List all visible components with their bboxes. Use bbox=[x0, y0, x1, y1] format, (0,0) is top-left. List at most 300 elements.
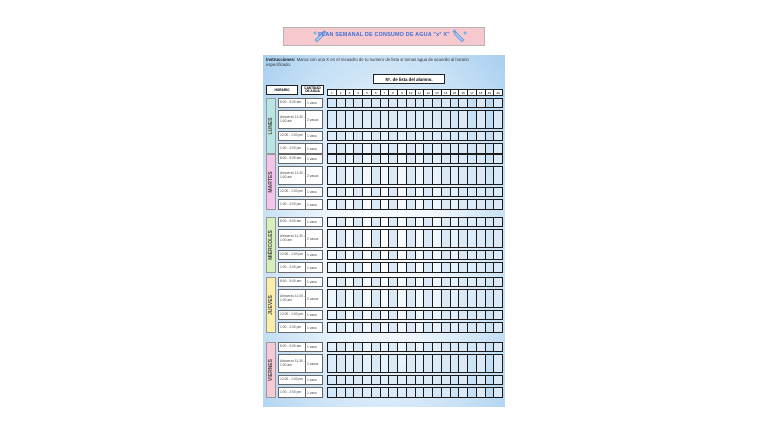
checkbox-cell[interactable] bbox=[354, 131, 363, 141]
checkbox-cell[interactable] bbox=[381, 289, 390, 308]
checkbox-cell[interactable] bbox=[372, 131, 381, 141]
checkbox-cell[interactable] bbox=[424, 375, 433, 385]
checkbox-cell[interactable] bbox=[486, 342, 495, 352]
checkbox-cell[interactable] bbox=[424, 166, 433, 185]
checkbox-cell[interactable] bbox=[346, 143, 355, 154]
checkbox-cell[interactable] bbox=[381, 217, 390, 227]
checkbox-cell[interactable] bbox=[416, 154, 425, 164]
checkbox-cell[interactable] bbox=[442, 387, 451, 398]
checkbox-cell[interactable] bbox=[354, 387, 363, 398]
checkbox-cell[interactable] bbox=[459, 154, 468, 164]
checkbox-cell[interactable] bbox=[389, 217, 398, 227]
checkbox-cell[interactable] bbox=[433, 187, 442, 197]
checkbox-cell[interactable] bbox=[346, 387, 355, 398]
checkbox-cell[interactable] bbox=[451, 342, 460, 352]
checkbox-cell[interactable] bbox=[424, 387, 433, 398]
checkbox-cell[interactable] bbox=[468, 110, 477, 129]
checkbox-cell[interactable] bbox=[407, 375, 416, 385]
checkbox-cell[interactable] bbox=[363, 322, 372, 333]
checkbox-cell[interactable] bbox=[327, 289, 337, 308]
checkbox-cell[interactable] bbox=[327, 354, 337, 373]
checkbox-cell[interactable] bbox=[416, 187, 425, 197]
checkbox-cell[interactable] bbox=[381, 199, 390, 210]
checkbox-cell[interactable] bbox=[416, 98, 425, 108]
checkbox-cell[interactable] bbox=[363, 342, 372, 352]
checkbox-cell[interactable] bbox=[451, 110, 460, 129]
checkbox-cell[interactable] bbox=[398, 187, 407, 197]
checkbox-cell[interactable] bbox=[346, 375, 355, 385]
checkbox-cell[interactable] bbox=[337, 277, 346, 287]
checkbox-cell[interactable] bbox=[468, 250, 477, 260]
checkbox-cell[interactable] bbox=[477, 387, 486, 398]
checkbox-cell[interactable] bbox=[424, 131, 433, 141]
checkbox-cell[interactable] bbox=[433, 143, 442, 154]
checkbox-cell[interactable] bbox=[477, 187, 486, 197]
checkbox-cell[interactable] bbox=[442, 277, 451, 287]
checkbox-cell[interactable] bbox=[468, 322, 477, 333]
checkbox-cell[interactable] bbox=[424, 229, 433, 248]
checkbox-cell[interactable] bbox=[372, 250, 381, 260]
checkbox-cell[interactable] bbox=[442, 289, 451, 308]
checkbox-cell[interactable] bbox=[459, 217, 468, 227]
checkbox-cell[interactable] bbox=[468, 199, 477, 210]
checkbox-cell[interactable] bbox=[459, 250, 468, 260]
checkbox-cell[interactable] bbox=[398, 131, 407, 141]
checkbox-cell[interactable] bbox=[442, 262, 451, 273]
checkbox-cell[interactable] bbox=[389, 154, 398, 164]
checkbox-cell[interactable] bbox=[486, 187, 495, 197]
checkbox-cell[interactable] bbox=[407, 262, 416, 273]
checkbox-cell[interactable] bbox=[416, 387, 425, 398]
checkbox-cell[interactable] bbox=[424, 262, 433, 273]
checkbox-cell[interactable] bbox=[398, 289, 407, 308]
checkbox-cell[interactable] bbox=[459, 98, 468, 108]
checkbox-cell[interactable] bbox=[354, 277, 363, 287]
checkbox-cell[interactable] bbox=[468, 387, 477, 398]
checkbox-cell[interactable] bbox=[381, 310, 390, 320]
checkbox-cell[interactable] bbox=[398, 154, 407, 164]
checkbox-cell[interactable] bbox=[433, 154, 442, 164]
checkbox-cell[interactable] bbox=[381, 110, 390, 129]
checkbox-cell[interactable] bbox=[468, 217, 477, 227]
checkbox-cell[interactable] bbox=[389, 229, 398, 248]
checkbox-cell[interactable] bbox=[424, 199, 433, 210]
checkbox-cell[interactable] bbox=[424, 277, 433, 287]
checkbox-cell[interactable] bbox=[442, 98, 451, 108]
checkbox-cell[interactable] bbox=[337, 217, 346, 227]
checkbox-cell[interactable] bbox=[327, 250, 337, 260]
checkbox-cell[interactable] bbox=[424, 342, 433, 352]
checkbox-cell[interactable] bbox=[398, 143, 407, 154]
checkbox-cell[interactable] bbox=[442, 354, 451, 373]
checkbox-cell[interactable] bbox=[398, 342, 407, 352]
checkbox-cell[interactable] bbox=[459, 375, 468, 385]
checkbox-cell[interactable] bbox=[346, 289, 355, 308]
checkbox-cell[interactable] bbox=[477, 354, 486, 373]
checkbox-cell[interactable] bbox=[433, 277, 442, 287]
checkbox-cell[interactable] bbox=[451, 375, 460, 385]
checkbox-cell[interactable] bbox=[433, 131, 442, 141]
checkbox-cell[interactable] bbox=[381, 322, 390, 333]
checkbox-cell[interactable] bbox=[494, 289, 503, 308]
checkbox-cell[interactable] bbox=[372, 262, 381, 273]
checkbox-cell[interactable] bbox=[451, 310, 460, 320]
checkbox-cell[interactable] bbox=[346, 342, 355, 352]
checkbox-cell[interactable] bbox=[433, 375, 442, 385]
checkbox-cell[interactable] bbox=[354, 187, 363, 197]
checkbox-cell[interactable] bbox=[372, 229, 381, 248]
checkbox-cell[interactable] bbox=[372, 143, 381, 154]
checkbox-cell[interactable] bbox=[389, 310, 398, 320]
checkbox-cell[interactable] bbox=[346, 310, 355, 320]
checkbox-cell[interactable] bbox=[477, 250, 486, 260]
checkbox-cell[interactable] bbox=[363, 110, 372, 129]
checkbox-cell[interactable] bbox=[398, 387, 407, 398]
checkbox-cell[interactable] bbox=[494, 277, 503, 287]
checkbox-cell[interactable] bbox=[389, 387, 398, 398]
checkbox-cell[interactable] bbox=[459, 387, 468, 398]
checkbox-cell[interactable] bbox=[416, 131, 425, 141]
checkbox-cell[interactable] bbox=[398, 110, 407, 129]
checkbox-cell[interactable] bbox=[416, 354, 425, 373]
checkbox-cell[interactable] bbox=[398, 199, 407, 210]
checkbox-cell[interactable] bbox=[486, 166, 495, 185]
checkbox-cell[interactable] bbox=[389, 110, 398, 129]
checkbox-cell[interactable] bbox=[494, 143, 503, 154]
checkbox-cell[interactable] bbox=[354, 342, 363, 352]
checkbox-cell[interactable] bbox=[459, 322, 468, 333]
checkbox-cell[interactable] bbox=[389, 131, 398, 141]
checkbox-cell[interactable] bbox=[494, 187, 503, 197]
checkbox-cell[interactable] bbox=[372, 154, 381, 164]
checkbox-cell[interactable] bbox=[327, 310, 337, 320]
checkbox-cell[interactable] bbox=[337, 262, 346, 273]
checkbox-cell[interactable] bbox=[477, 98, 486, 108]
checkbox-cell[interactable] bbox=[407, 229, 416, 248]
checkbox-cell[interactable] bbox=[327, 131, 337, 141]
checkbox-cell[interactable] bbox=[389, 375, 398, 385]
checkbox-cell[interactable] bbox=[327, 229, 337, 248]
checkbox-cell[interactable] bbox=[389, 322, 398, 333]
checkbox-cell[interactable] bbox=[477, 375, 486, 385]
checkbox-cell[interactable] bbox=[354, 217, 363, 227]
checkbox-cell[interactable] bbox=[433, 262, 442, 273]
checkbox-cell[interactable] bbox=[346, 154, 355, 164]
checkbox-cell[interactable] bbox=[459, 277, 468, 287]
checkbox-cell[interactable] bbox=[372, 354, 381, 373]
checkbox-cell[interactable] bbox=[494, 354, 503, 373]
checkbox-cell[interactable] bbox=[398, 166, 407, 185]
checkbox-cell[interactable] bbox=[346, 277, 355, 287]
checkbox-cell[interactable] bbox=[433, 98, 442, 108]
checkbox-cell[interactable] bbox=[407, 354, 416, 373]
checkbox-cell[interactable] bbox=[389, 277, 398, 287]
checkbox-cell[interactable] bbox=[337, 342, 346, 352]
checkbox-cell[interactable] bbox=[442, 143, 451, 154]
checkbox-cell[interactable] bbox=[354, 289, 363, 308]
checkbox-cell[interactable] bbox=[372, 310, 381, 320]
checkbox-cell[interactable] bbox=[327, 199, 337, 210]
checkbox-cell[interactable] bbox=[372, 187, 381, 197]
checkbox-cell[interactable] bbox=[363, 154, 372, 164]
checkbox-cell[interactable] bbox=[407, 387, 416, 398]
checkbox-cell[interactable] bbox=[398, 262, 407, 273]
checkbox-cell[interactable] bbox=[337, 98, 346, 108]
checkbox-cell[interactable] bbox=[416, 310, 425, 320]
checkbox-cell[interactable] bbox=[494, 375, 503, 385]
checkbox-cell[interactable] bbox=[486, 154, 495, 164]
checkbox-cell[interactable] bbox=[337, 199, 346, 210]
checkbox-cell[interactable] bbox=[477, 310, 486, 320]
checkbox-cell[interactable] bbox=[416, 110, 425, 129]
checkbox-cell[interactable] bbox=[337, 187, 346, 197]
checkbox-cell[interactable] bbox=[494, 387, 503, 398]
checkbox-cell[interactable] bbox=[363, 217, 372, 227]
checkbox-cell[interactable] bbox=[372, 277, 381, 287]
checkbox-cell[interactable] bbox=[416, 199, 425, 210]
checkbox-cell[interactable] bbox=[494, 250, 503, 260]
checkbox-cell[interactable] bbox=[372, 342, 381, 352]
checkbox-cell[interactable] bbox=[354, 262, 363, 273]
checkbox-cell[interactable] bbox=[416, 166, 425, 185]
checkbox-cell[interactable] bbox=[442, 250, 451, 260]
checkbox-cell[interactable] bbox=[468, 154, 477, 164]
checkbox-cell[interactable] bbox=[459, 143, 468, 154]
checkbox-cell[interactable] bbox=[459, 110, 468, 129]
checkbox-cell[interactable] bbox=[407, 250, 416, 260]
checkbox-cell[interactable] bbox=[486, 217, 495, 227]
checkbox-cell[interactable] bbox=[354, 250, 363, 260]
checkbox-cell[interactable] bbox=[346, 166, 355, 185]
checkbox-cell[interactable] bbox=[477, 229, 486, 248]
checkbox-cell[interactable] bbox=[451, 262, 460, 273]
checkbox-cell[interactable] bbox=[468, 98, 477, 108]
checkbox-cell[interactable] bbox=[363, 354, 372, 373]
checkbox-cell[interactable] bbox=[398, 250, 407, 260]
checkbox-cell[interactable] bbox=[381, 166, 390, 185]
checkbox-cell[interactable] bbox=[494, 166, 503, 185]
checkbox-cell[interactable] bbox=[486, 354, 495, 373]
checkbox-cell[interactable] bbox=[468, 187, 477, 197]
checkbox-cell[interactable] bbox=[346, 250, 355, 260]
checkbox-cell[interactable] bbox=[459, 131, 468, 141]
checkbox-cell[interactable] bbox=[477, 166, 486, 185]
checkbox-cell[interactable] bbox=[327, 110, 337, 129]
checkbox-cell[interactable] bbox=[327, 322, 337, 333]
checkbox-cell[interactable] bbox=[468, 289, 477, 308]
checkbox-cell[interactable] bbox=[337, 310, 346, 320]
checkbox-cell[interactable] bbox=[494, 217, 503, 227]
checkbox-cell[interactable] bbox=[398, 310, 407, 320]
checkbox-cell[interactable] bbox=[398, 322, 407, 333]
checkbox-cell[interactable] bbox=[451, 229, 460, 248]
checkbox-cell[interactable] bbox=[477, 322, 486, 333]
checkbox-cell[interactable] bbox=[372, 217, 381, 227]
checkbox-cell[interactable] bbox=[337, 166, 346, 185]
checkbox-cell[interactable] bbox=[363, 187, 372, 197]
checkbox-cell[interactable] bbox=[459, 289, 468, 308]
checkbox-cell[interactable] bbox=[494, 342, 503, 352]
checkbox-cell[interactable] bbox=[494, 322, 503, 333]
checkbox-cell[interactable] bbox=[442, 154, 451, 164]
checkbox-cell[interactable] bbox=[363, 199, 372, 210]
checkbox-cell[interactable] bbox=[372, 166, 381, 185]
checkbox-cell[interactable] bbox=[442, 187, 451, 197]
checkbox-cell[interactable] bbox=[477, 217, 486, 227]
checkbox-cell[interactable] bbox=[407, 342, 416, 352]
checkbox-cell[interactable] bbox=[372, 199, 381, 210]
checkbox-cell[interactable] bbox=[424, 354, 433, 373]
checkbox-cell[interactable] bbox=[363, 166, 372, 185]
checkbox-cell[interactable] bbox=[442, 375, 451, 385]
checkbox-cell[interactable] bbox=[451, 322, 460, 333]
checkbox-cell[interactable] bbox=[407, 187, 416, 197]
checkbox-cell[interactable] bbox=[389, 143, 398, 154]
checkbox-cell[interactable] bbox=[381, 98, 390, 108]
checkbox-cell[interactable] bbox=[327, 187, 337, 197]
checkbox-cell[interactable] bbox=[433, 110, 442, 129]
checkbox-cell[interactable] bbox=[346, 110, 355, 129]
checkbox-cell[interactable] bbox=[363, 229, 372, 248]
checkbox-cell[interactable] bbox=[363, 277, 372, 287]
checkbox-cell[interactable] bbox=[442, 229, 451, 248]
checkbox-cell[interactable] bbox=[346, 262, 355, 273]
checkbox-cell[interactable] bbox=[424, 310, 433, 320]
checkbox-cell[interactable] bbox=[442, 199, 451, 210]
checkbox-cell[interactable] bbox=[372, 322, 381, 333]
checkbox-cell[interactable] bbox=[346, 354, 355, 373]
checkbox-cell[interactable] bbox=[424, 217, 433, 227]
checkbox-cell[interactable] bbox=[416, 277, 425, 287]
checkbox-cell[interactable] bbox=[363, 289, 372, 308]
checkbox-cell[interactable] bbox=[486, 143, 495, 154]
checkbox-cell[interactable] bbox=[442, 310, 451, 320]
checkbox-cell[interactable] bbox=[494, 110, 503, 129]
checkbox-cell[interactable] bbox=[354, 375, 363, 385]
checkbox-cell[interactable] bbox=[433, 342, 442, 352]
checkbox-cell[interactable] bbox=[381, 354, 390, 373]
checkbox-cell[interactable] bbox=[381, 143, 390, 154]
checkbox-cell[interactable] bbox=[389, 98, 398, 108]
checkbox-cell[interactable] bbox=[459, 166, 468, 185]
checkbox-cell[interactable] bbox=[327, 217, 337, 227]
checkbox-cell[interactable] bbox=[477, 342, 486, 352]
checkbox-cell[interactable] bbox=[372, 98, 381, 108]
checkbox-cell[interactable] bbox=[354, 143, 363, 154]
checkbox-cell[interactable] bbox=[327, 342, 337, 352]
checkbox-cell[interactable] bbox=[486, 229, 495, 248]
checkbox-cell[interactable] bbox=[354, 199, 363, 210]
checkbox-cell[interactable] bbox=[416, 375, 425, 385]
checkbox-cell[interactable] bbox=[459, 354, 468, 373]
checkbox-cell[interactable] bbox=[459, 342, 468, 352]
checkbox-cell[interactable] bbox=[346, 199, 355, 210]
checkbox-cell[interactable] bbox=[346, 322, 355, 333]
checkbox-cell[interactable] bbox=[354, 110, 363, 129]
checkbox-cell[interactable] bbox=[389, 166, 398, 185]
checkbox-cell[interactable] bbox=[451, 387, 460, 398]
checkbox-cell[interactable] bbox=[337, 322, 346, 333]
checkbox-cell[interactable] bbox=[407, 110, 416, 129]
checkbox-cell[interactable] bbox=[494, 154, 503, 164]
checkbox-cell[interactable] bbox=[407, 217, 416, 227]
checkbox-cell[interactable] bbox=[416, 250, 425, 260]
checkbox-cell[interactable] bbox=[363, 310, 372, 320]
checkbox-cell[interactable] bbox=[381, 187, 390, 197]
checkbox-cell[interactable] bbox=[327, 375, 337, 385]
checkbox-cell[interactable] bbox=[424, 143, 433, 154]
checkbox-cell[interactable] bbox=[416, 143, 425, 154]
checkbox-cell[interactable] bbox=[363, 262, 372, 273]
checkbox-cell[interactable] bbox=[433, 217, 442, 227]
checkbox-cell[interactable] bbox=[442, 322, 451, 333]
checkbox-cell[interactable] bbox=[381, 154, 390, 164]
checkbox-cell[interactable] bbox=[398, 375, 407, 385]
checkbox-cell[interactable] bbox=[451, 199, 460, 210]
checkbox-cell[interactable] bbox=[327, 262, 337, 273]
checkbox-cell[interactable] bbox=[442, 110, 451, 129]
checkbox-cell[interactable] bbox=[354, 354, 363, 373]
checkbox-cell[interactable] bbox=[346, 131, 355, 141]
checkbox-cell[interactable] bbox=[494, 310, 503, 320]
checkbox-cell[interactable] bbox=[468, 262, 477, 273]
checkbox-cell[interactable] bbox=[389, 354, 398, 373]
checkbox-cell[interactable] bbox=[407, 322, 416, 333]
checkbox-cell[interactable] bbox=[337, 250, 346, 260]
checkbox-cell[interactable] bbox=[327, 387, 337, 398]
checkbox-cell[interactable] bbox=[389, 262, 398, 273]
checkbox-cell[interactable] bbox=[477, 110, 486, 129]
checkbox-cell[interactable] bbox=[337, 131, 346, 141]
checkbox-cell[interactable] bbox=[477, 289, 486, 308]
checkbox-cell[interactable] bbox=[424, 98, 433, 108]
checkbox-cell[interactable] bbox=[486, 310, 495, 320]
checkbox-cell[interactable] bbox=[327, 98, 337, 108]
checkbox-cell[interactable] bbox=[433, 229, 442, 248]
checkbox-cell[interactable] bbox=[477, 199, 486, 210]
checkbox-cell[interactable] bbox=[327, 154, 337, 164]
checkbox-cell[interactable] bbox=[337, 354, 346, 373]
checkbox-cell[interactable] bbox=[477, 143, 486, 154]
checkbox-cell[interactable] bbox=[407, 310, 416, 320]
checkbox-cell[interactable] bbox=[372, 110, 381, 129]
checkbox-cell[interactable] bbox=[372, 375, 381, 385]
checkbox-cell[interactable] bbox=[416, 289, 425, 308]
checkbox-cell[interactable] bbox=[468, 166, 477, 185]
checkbox-cell[interactable] bbox=[459, 229, 468, 248]
checkbox-cell[interactable] bbox=[451, 187, 460, 197]
checkbox-cell[interactable] bbox=[424, 187, 433, 197]
checkbox-cell[interactable] bbox=[372, 289, 381, 308]
checkbox-cell[interactable] bbox=[381, 387, 390, 398]
checkbox-cell[interactable] bbox=[416, 217, 425, 227]
checkbox-cell[interactable] bbox=[407, 131, 416, 141]
checkbox-cell[interactable] bbox=[381, 229, 390, 248]
checkbox-cell[interactable] bbox=[363, 98, 372, 108]
checkbox-cell[interactable] bbox=[433, 289, 442, 308]
checkbox-cell[interactable] bbox=[451, 354, 460, 373]
checkbox-cell[interactable] bbox=[433, 166, 442, 185]
checkbox-cell[interactable] bbox=[486, 98, 495, 108]
checkbox-cell[interactable] bbox=[477, 262, 486, 273]
checkbox-cell[interactable] bbox=[451, 131, 460, 141]
checkbox-cell[interactable] bbox=[424, 154, 433, 164]
checkbox-cell[interactable] bbox=[346, 98, 355, 108]
checkbox-cell[interactable] bbox=[433, 387, 442, 398]
checkbox-cell[interactable] bbox=[389, 199, 398, 210]
checkbox-cell[interactable] bbox=[433, 199, 442, 210]
checkbox-cell[interactable] bbox=[424, 110, 433, 129]
